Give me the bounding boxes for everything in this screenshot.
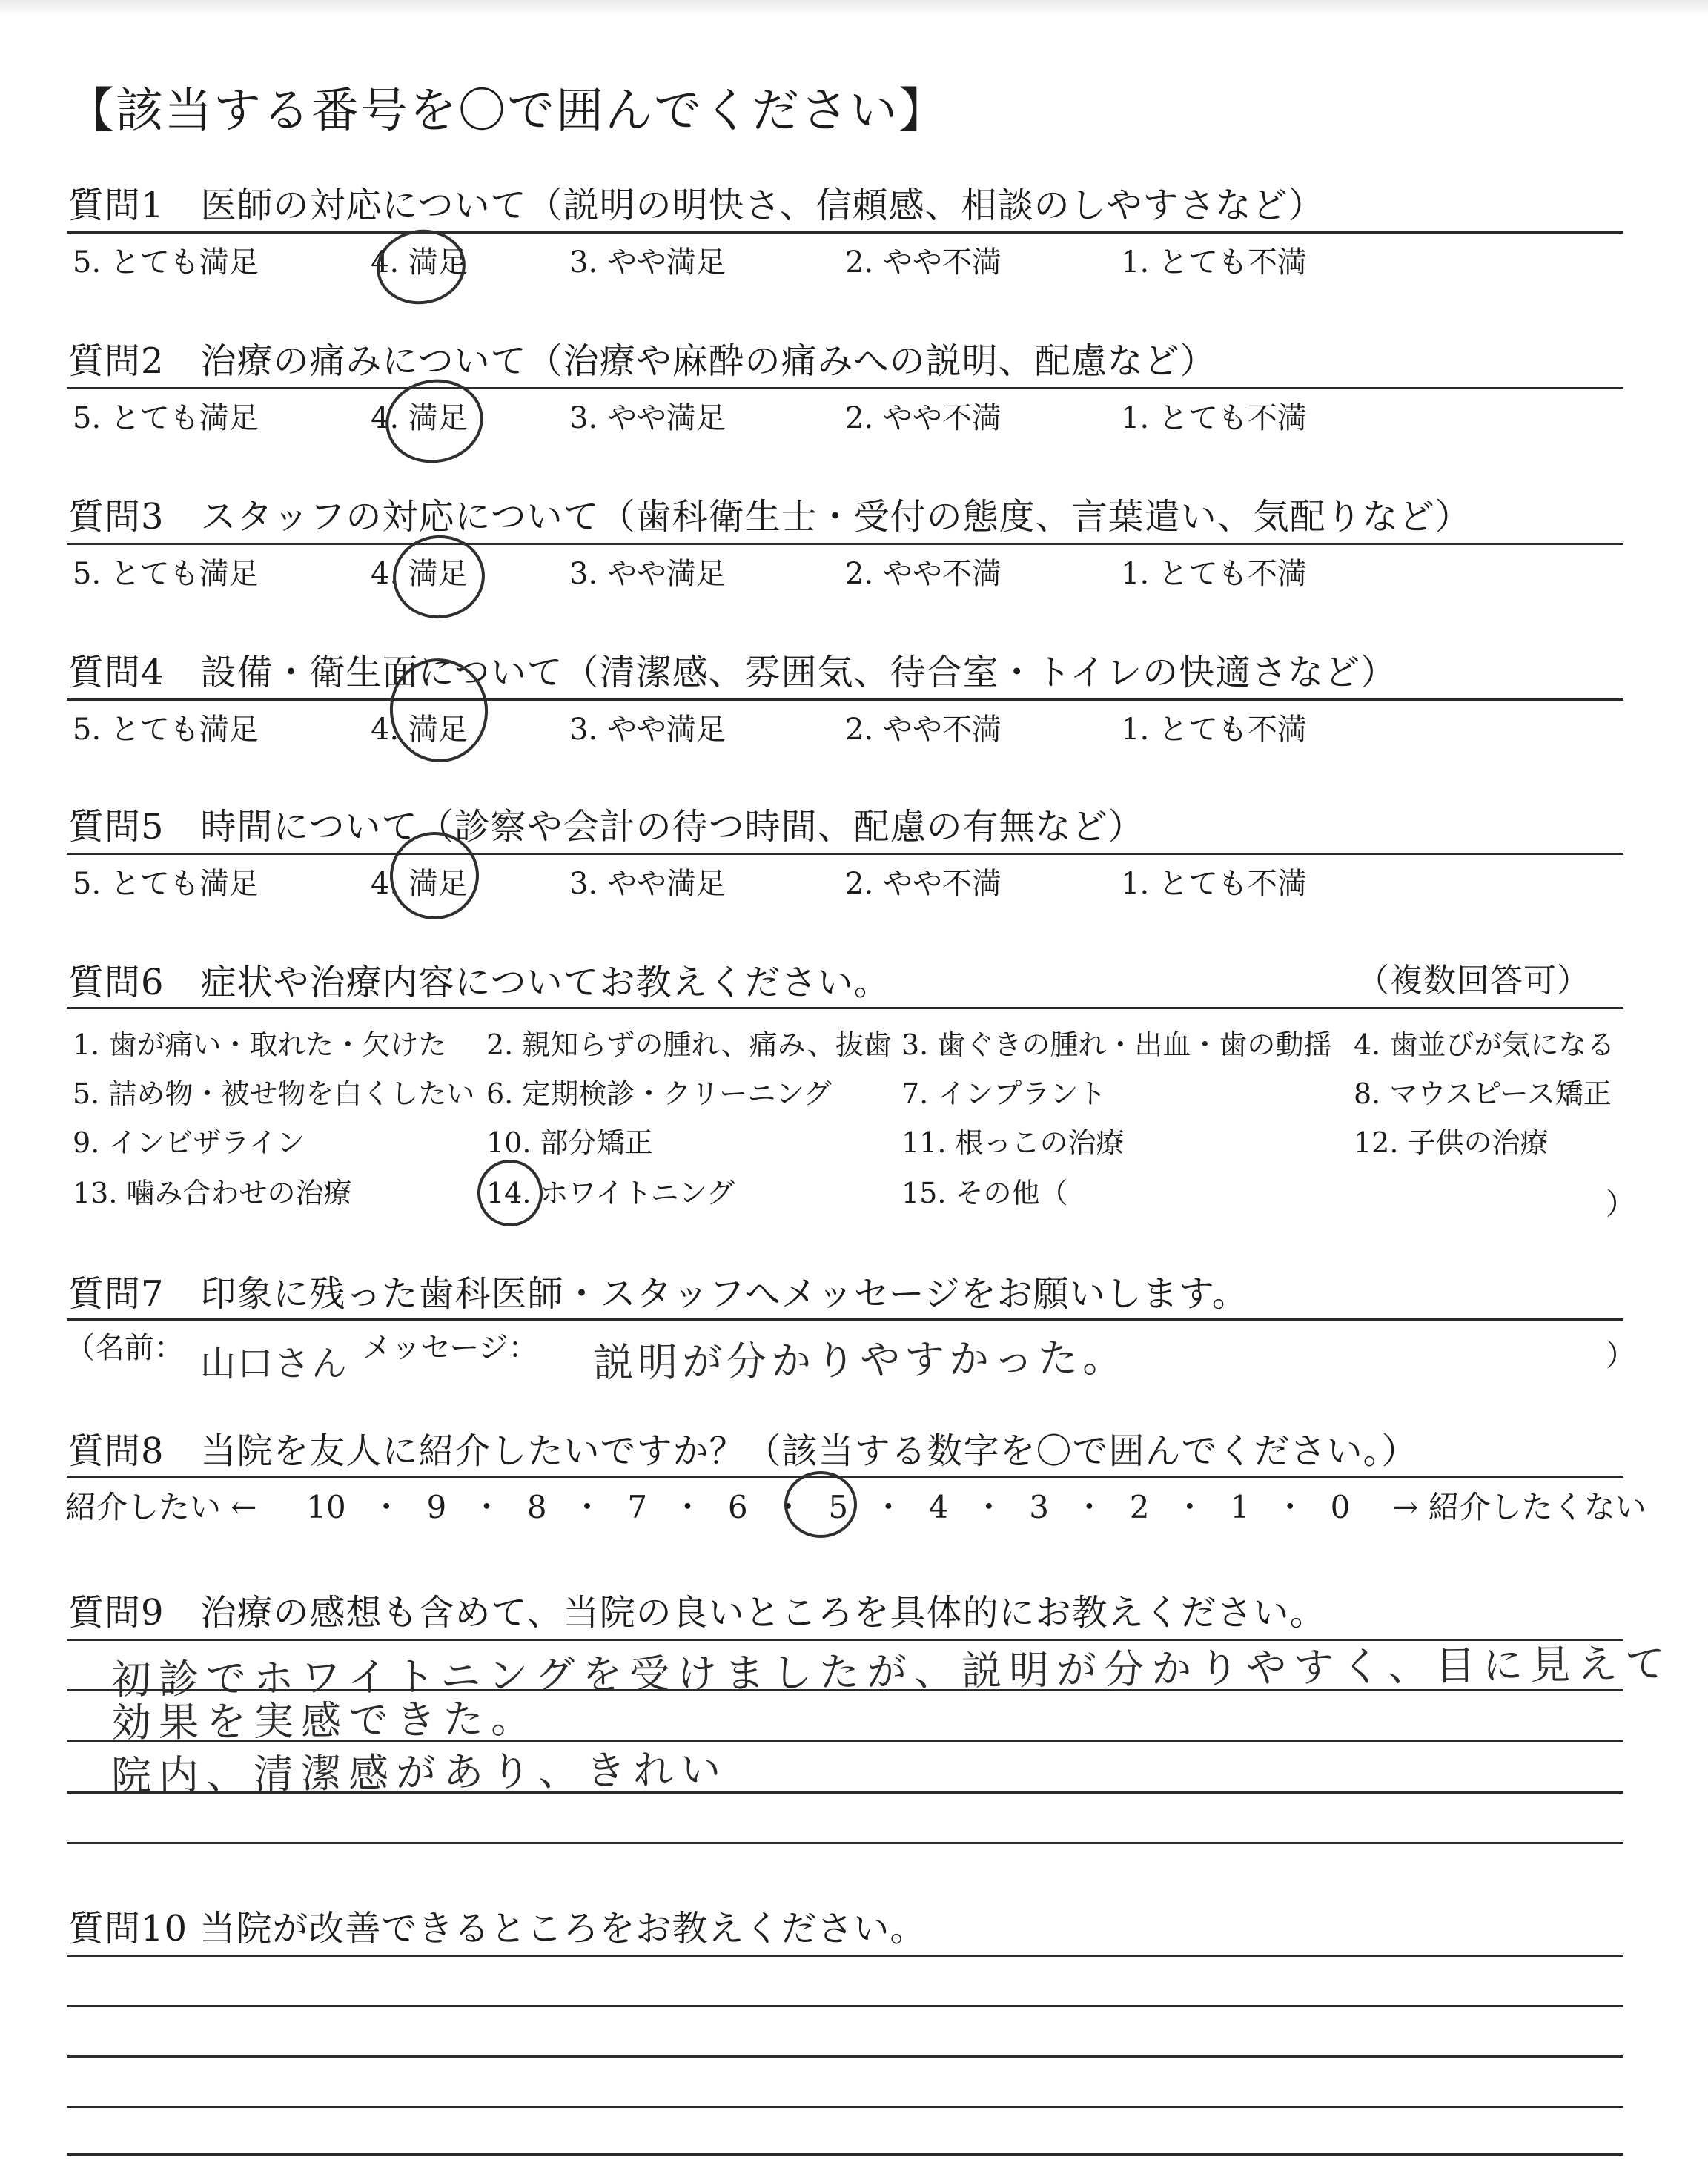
q6-option-8[interactable]: 8. マウスピース矯正 [1354, 1077, 1612, 1110]
q6-option-5[interactable]: 5. 詰め物・被せ物を白くしたい [73, 1077, 475, 1110]
q6-option-9[interactable]: 9. インビザライン [73, 1126, 305, 1159]
q8-scale-7[interactable]: 7 [627, 1489, 648, 1525]
q2-option-5[interactable]: 5. とても満足 [73, 401, 259, 435]
q6-option-4[interactable]: 4. 歯並びが気になる [1354, 1028, 1615, 1061]
q6-option-1[interactable]: 1. 歯が痛い・取れた・欠けた [73, 1028, 447, 1061]
q9-rule-5 [67, 1842, 1623, 1844]
q6-option-3[interactable]: 3. 歯ぐきの腫れ・出血・歯の動揺 [901, 1028, 1332, 1061]
q9-answer-line-2[interactable]: 効果を実感できた。 [110, 1694, 539, 1747]
q8-scale-0[interactable]: 0 [1330, 1489, 1351, 1525]
q6-other-close-paren: ） [1606, 1187, 1635, 1221]
q2-rule [67, 387, 1623, 389]
q7-rule [67, 1318, 1623, 1321]
q6-option-14[interactable]: 14. ホワイトニング [486, 1177, 735, 1209]
q3-rule [67, 543, 1623, 545]
q4-option-5[interactable]: 5. とても満足 [73, 713, 259, 747]
q8-scale-6[interactable]: 6 [727, 1489, 748, 1525]
q8-scale: 紹介したい ← 10 ・ 9 ・ 8 ・ 7 ・ 6 ・ 5 ・ 4 ・ 3 ・ 2 ・ 1 ・ 0 → 紹介したくない [65, 1483, 1646, 1527]
q2-option-2[interactable]: 2. やや不満 [845, 401, 1002, 435]
q5-option-1[interactable]: 1. とても不満 [1121, 867, 1307, 901]
q6-option-11[interactable]: 11. 根っこの治療 [901, 1126, 1125, 1159]
q8-scale-10[interactable]: 10 [306, 1489, 346, 1525]
q6-option-10[interactable]: 10. 部分矯正 [486, 1126, 653, 1159]
q5-option-3[interactable]: 3. やや満足 [569, 867, 726, 901]
q7-name-value[interactable]: 山口さん [200, 1343, 349, 1384]
q4-option-3[interactable]: 3. やや満足 [569, 713, 726, 747]
q10-rule-1 [67, 1955, 1623, 1957]
q1-rule [67, 231, 1623, 234]
q6-selection-circle [474, 1157, 546, 1229]
q6-option-2[interactable]: 2. 親知らずの腫れ、痛み、抜歯 [486, 1028, 892, 1061]
q3-option-4[interactable]: 4. 満足 [371, 557, 468, 591]
q4-option-1[interactable]: 1. とても不満 [1121, 713, 1307, 747]
q8-title: 質問8 当院を友人に紹介したいですか？（該当する数字を〇で囲んでください。） [68, 1430, 1418, 1472]
q6-rule [67, 1007, 1623, 1009]
q8-scale-1[interactable]: 1 [1230, 1489, 1250, 1525]
q7-close-paren: ） [1606, 1338, 1635, 1373]
q6-title: 質問6 症状や治療内容についてお教えください。 [68, 962, 890, 1003]
q10-title: 質問10 当院が改善できるところをお教えください。 [68, 1908, 927, 1949]
q5-option-4[interactable]: 4. 満足 [371, 867, 468, 901]
q2-option-3[interactable]: 3. やや満足 [569, 401, 726, 435]
q6-option-13[interactable]: 13. 噛み合わせの治療 [73, 1177, 352, 1209]
q5-option-2[interactable]: 2. やや不満 [845, 867, 1002, 901]
q1-option-2[interactable]: 2. やや不満 [845, 245, 1002, 280]
q10-rule-3 [67, 2055, 1623, 2058]
q9-answer-line-1[interactable]: 初診でホワイトニングを受けましたが、説明が分かりやすく、目に見えて [110, 1639, 1673, 1704]
q1-option-5[interactable]: 5. とても満足 [73, 245, 259, 280]
q6-option-7[interactable]: 7. インプラント [901, 1077, 1107, 1110]
q7-message-label: メッセージ： [362, 1331, 538, 1365]
sheet-title: 【該当する番号を〇で囲んでください】 [67, 84, 947, 139]
q7-message-value[interactable]: 説明が分かりやすかった。 [592, 1334, 1128, 1387]
q2-title: 質問2 治療の痛みについて（治療や麻酔の痛みへの説明、配慮など） [68, 340, 1217, 382]
q8-scale-3[interactable]: 3 [1029, 1489, 1049, 1525]
q3-option-2[interactable]: 2. やや不満 [845, 557, 1002, 591]
q6-option-15[interactable]: 15. その他（ [901, 1177, 1068, 1209]
q4-title: 質問4 設備・衛生面について（清潔感、雰囲気、待合室・トイレの快適さなど） [68, 652, 1397, 693]
q3-title: 質問3 スタッフの対応について（歯科衛生士・受付の態度、言葉遣い、気配りなど） [68, 496, 1472, 538]
q6-option-6[interactable]: 6. 定期検診・クリーニング [486, 1077, 832, 1110]
q10-rule-4 [67, 2106, 1623, 2108]
q8-rule [67, 1476, 1623, 1478]
q10-rule-2 [67, 2005, 1623, 2007]
q8-scale-5[interactable]: 5 [828, 1489, 849, 1525]
q3-option-5[interactable]: 5. とても満足 [73, 557, 259, 591]
q7-title: 質問7 印象に残った歯科医師・スタッフへメッセージをお願いします。 [68, 1273, 1248, 1315]
q8-scale-4[interactable]: 4 [928, 1489, 949, 1525]
q1-title: 質問1 医師の対応について（説明の明快さ、信頼感、相談のしやすさなど） [68, 185, 1325, 226]
q9-answer-line-3[interactable]: 院内、清潔感があり、きれい [110, 1745, 729, 1800]
q8-scale-9[interactable]: 9 [426, 1489, 447, 1525]
scan-top-edge [0, 0, 1708, 16]
q7-name-label: （名前： [65, 1331, 184, 1365]
q1-option-3[interactable]: 3. やや満足 [569, 245, 726, 280]
q4-rule [67, 698, 1623, 701]
q8-scale-8[interactable]: 8 [526, 1489, 547, 1525]
q6-option-12[interactable]: 12. 子供の治療 [1354, 1126, 1549, 1159]
q3-option-3[interactable]: 3. やや満足 [569, 557, 726, 591]
q5-title: 質問5 時間について（診察や会計の待つ時間、配慮の有無など） [68, 806, 1145, 848]
q3-option-1[interactable]: 1. とても不満 [1121, 557, 1307, 591]
q5-rule [67, 853, 1623, 855]
q4-option-2[interactable]: 2. やや不満 [845, 713, 1002, 747]
q1-option-4[interactable]: 4. 満足 [371, 245, 468, 280]
q6-note: （複数回答可） [1357, 962, 1590, 1000]
q8-left-label: 紹介したい ← [65, 1489, 257, 1525]
q8-scale-2[interactable]: 2 [1129, 1489, 1150, 1525]
q8-selection-circle [784, 1471, 857, 1538]
q2-option-1[interactable]: 1. とても不満 [1121, 401, 1307, 435]
q1-option-1[interactable]: 1. とても不満 [1121, 245, 1307, 280]
q2-option-4[interactable]: 4. 満足 [371, 401, 468, 435]
q10-rule-5 [67, 2153, 1623, 2156]
q1-selection-circle [372, 224, 471, 310]
q8-right-label: → 紹介したくない [1392, 1489, 1646, 1525]
q4-option-4[interactable]: 4. 満足 [371, 713, 468, 747]
q5-option-5[interactable]: 5. とても満足 [73, 867, 259, 901]
q9-title: 質問9 治療の感想も含めて、当院の良いところを具体的にお教えください。 [68, 1592, 1326, 1634]
